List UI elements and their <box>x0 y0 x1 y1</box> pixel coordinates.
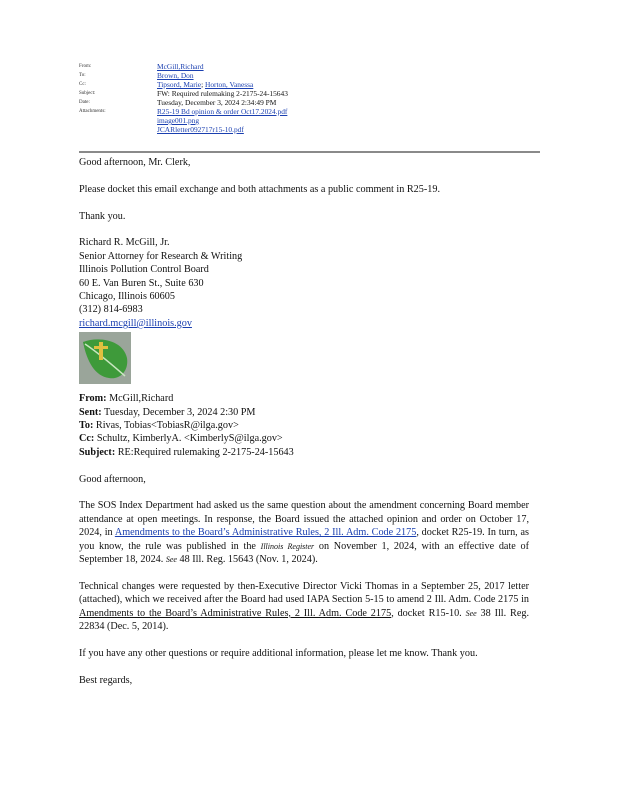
fwd-to-label: To: <box>79 420 94 432</box>
header-from-value[interactable]: McGill,Richard <box>157 62 204 71</box>
email-header <box>79 62 549 134</box>
header-date-value: Tuesday, December 3, 2024 2:34:49 PM <box>157 98 277 107</box>
email-body <box>79 156 529 687</box>
header-to-row <box>79 71 549 80</box>
signature-name: Richard R. McGill, Jr. <box>79 237 170 249</box>
fwd-cc-label: Cc: <box>79 433 95 445</box>
header-date-label: Date: <box>79 100 90 105</box>
header-divider <box>79 151 540 153</box>
header-subject-row <box>79 89 549 98</box>
fwd-sent-value: Tuesday, December 3, 2024 2:30 PM <box>104 406 256 418</box>
rulemaking-link-r15-10[interactable]: Amendments to the Board’s Administrative Rules, 2 Ill. Adm. Code 2175 <box>79 607 392 619</box>
closing: Best regards, <box>79 674 133 686</box>
header-attachments-row-3 <box>79 125 549 134</box>
fwd-subject-label: Subject: <box>79 446 116 458</box>
attachment-link[interactable]: JCARletter092717r15-10.pdf <box>157 125 244 134</box>
header-attachments-row-2 <box>79 116 549 125</box>
ipcb-leaf-logo-icon <box>79 332 131 384</box>
fwd-greeting: Good afternoon, <box>79 473 146 485</box>
header-date-row <box>79 98 549 107</box>
header-cc-values <box>157 80 253 89</box>
header-attachments-label: Attachments: <box>79 109 106 114</box>
docket-request: Please docket this email exchange and both attachments as a public comment in R25-19. <box>79 183 440 195</box>
signature-title: Senior Attorney for Research & Writing <box>79 250 243 262</box>
fwd-sent-label: Sent: <box>79 406 102 418</box>
attachment-link[interactable]: R25-19 Bd opinion & order Oct17.2024.pdf <box>157 107 288 116</box>
thanks: Thank you. <box>79 210 126 222</box>
fwd-cc-value: Schultz, KimberlyA. <KimberlyS@ilga.gov> <box>96 433 283 445</box>
header-cc-row <box>79 80 549 89</box>
header-attachments-row <box>79 107 549 116</box>
fwd-to-value: Rivas, Tobias<TobiasR@ilga.gov> <box>95 420 239 432</box>
header-from-row <box>79 62 549 71</box>
fwd-paragraph-3: If you have any other questions or require additional information, please let me know. Thank you. <box>79 647 478 659</box>
fwd-subject-value: RE:Required rulemaking 2-2175-24-15643 <box>117 446 294 458</box>
header-from-label: From: <box>79 64 92 69</box>
header-cc-separator: ; <box>201 80 205 89</box>
header-to-value[interactable]: Brown, Don <box>157 71 194 80</box>
signature-phone: (312) 814-6983 <box>79 304 143 316</box>
header-cc-value-2[interactable]: Horton, Vanessa <box>204 80 254 89</box>
signature-block <box>79 236 529 330</box>
signature-city: Chicago, Illinois 60605 <box>79 291 175 303</box>
header-cc-label: Cc: <box>79 82 86 87</box>
fwd-paragraph-2: Technical changes were requested by then-Executive Director Vicki Thomas in a September 25, 2017 letter (attached), which we received after the Board had used IAPA Section 5-15 to amend 2 Ill. Adm. Code 2175 in Amendments to the Board’s Administrative Rules, 2 Ill. Adm. Code 2175, docket R15-10. See 38 Ill. Reg. 22834 (Dec. 5, 2014). <box>79 580 530 633</box>
signature-org: Illinois Pollution Control Board <box>79 264 209 276</box>
header-cc-value-1[interactable]: Tipsord, Marie <box>157 80 202 89</box>
header-subject-label: Subject: <box>79 91 96 96</box>
attachment-link[interactable]: image001.png <box>157 116 200 125</box>
signature-email-link[interactable]: richard.mcgill@illinois.gov <box>79 317 192 329</box>
signature-street: 60 E. Van Buren St., Suite 630 <box>79 277 204 289</box>
fwd-from-value: McGill,Richard <box>109 393 174 405</box>
greeting: Good afternoon, Mr. Clerk, <box>79 157 191 168</box>
fwd-from-label: From: <box>79 393 107 405</box>
fwd-paragraph-1: The SOS Index Department had asked us the same question about the amendment concerning Board member attendance at open meetings. In response, the Board issued the attached opinion and order on October 17, 2024, in Amendments to the Board’s Administrative Rules, 2 Ill. Adm. Code 2175, docket R25-19. In turn, as you know, the rule was published in the Illinois Register on November 1, 2024, with an effective date of September 18, 2024. See 48 Ill. Reg. 15643 (Nov. 1, 2024). <box>79 500 530 566</box>
rulemaking-link-r25-19[interactable]: Amendments to the Board’s Administrative Rules, 2 Ill. Adm. Code 2175 <box>114 527 417 539</box>
header-to-label: To: <box>79 73 86 78</box>
header-subject-value: FW: Required rulemaking 2-2175-24-15643 <box>157 89 288 98</box>
